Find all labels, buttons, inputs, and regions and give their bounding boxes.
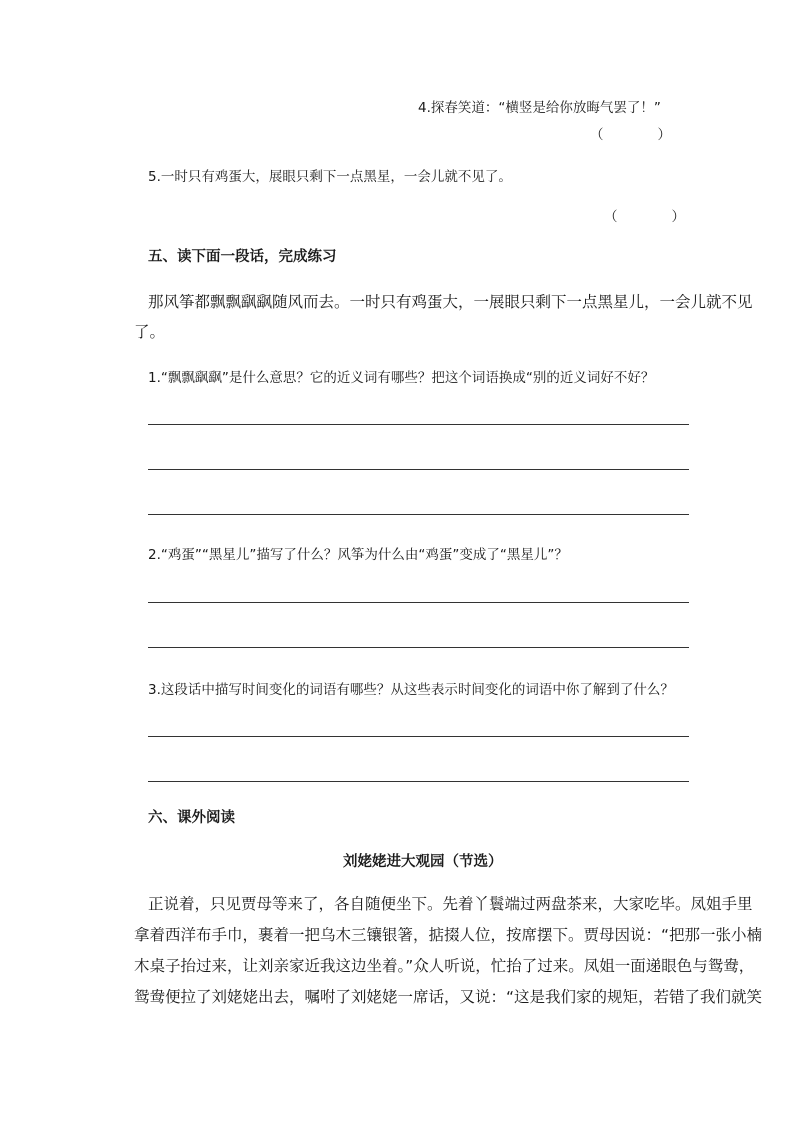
question-3: 3.这段话中描写时间变化的词语有哪些？从这些表示时间变化的词语中你了解到了什么？ — [148, 682, 674, 698]
article-line-3: 木桌子抬过来，让刘亲家近我这边坐着。”众人听说，忙抬了过来。凤姐一面递眼色与鸳鸯， — [134, 957, 755, 975]
article-line-1: 正说着，只见贾母等来了，各自随便坐下。先着丫鬟端过两盘茶来，大家吃毕。凤姐手里 — [148, 895, 753, 913]
article-title: 刘姥姥进大观园（节选） — [343, 854, 503, 870]
answer-line[interactable] — [148, 647, 689, 648]
article-line-2: 拿着西洋布手巾，裹着一把乌木三镶银箸，掂掇人位，按席摆下。贾母因说：“把那一张小楠 — [134, 926, 763, 944]
question-2: 2.“鸡蛋”“黑星儿”描写了什么？风筝为什么由“鸡蛋”变成了“黑星儿”？ — [148, 547, 568, 563]
question-5: 5.一时只有鸡蛋大，展眼只剩下一点黑星，一会儿就不见了。 — [148, 169, 512, 185]
answer-line[interactable] — [148, 514, 689, 515]
answer-line[interactable] — [148, 781, 689, 782]
answer-line[interactable] — [148, 602, 689, 603]
article-line-4: 鸳鸯便拉了刘姥姥出去，嘱咐了刘姥姥一席话，又说：“这是我们家的规矩，若错了我们就笑 — [134, 988, 763, 1006]
answer-blank-5[interactable]: （ ） — [604, 209, 685, 225]
section-6-heading: 六、课外阅读 — [148, 810, 235, 826]
section-5-heading: 五、读下面一段话，完成练习 — [148, 249, 337, 265]
question-4: 4.探春笑道：“横竖是给你放晦气罢了！” — [418, 100, 661, 116]
answer-line[interactable] — [148, 736, 689, 737]
answer-blank-4[interactable]: （ ） — [590, 127, 671, 143]
question-1: 1.“飘飘飖飖”是什么意思？它的近义词有哪些？把这个词语换成“别的近义词好不好？ — [148, 370, 655, 386]
answer-line[interactable] — [148, 424, 689, 425]
passage-line-1: 那风筝都飘飘飖飖随风而去。一时只有鸡蛋大，一展眼只剩下一点黑星儿，一会儿就不见 — [148, 293, 753, 311]
passage-line-2: 了。 — [134, 323, 166, 341]
answer-line[interactable] — [148, 469, 689, 470]
